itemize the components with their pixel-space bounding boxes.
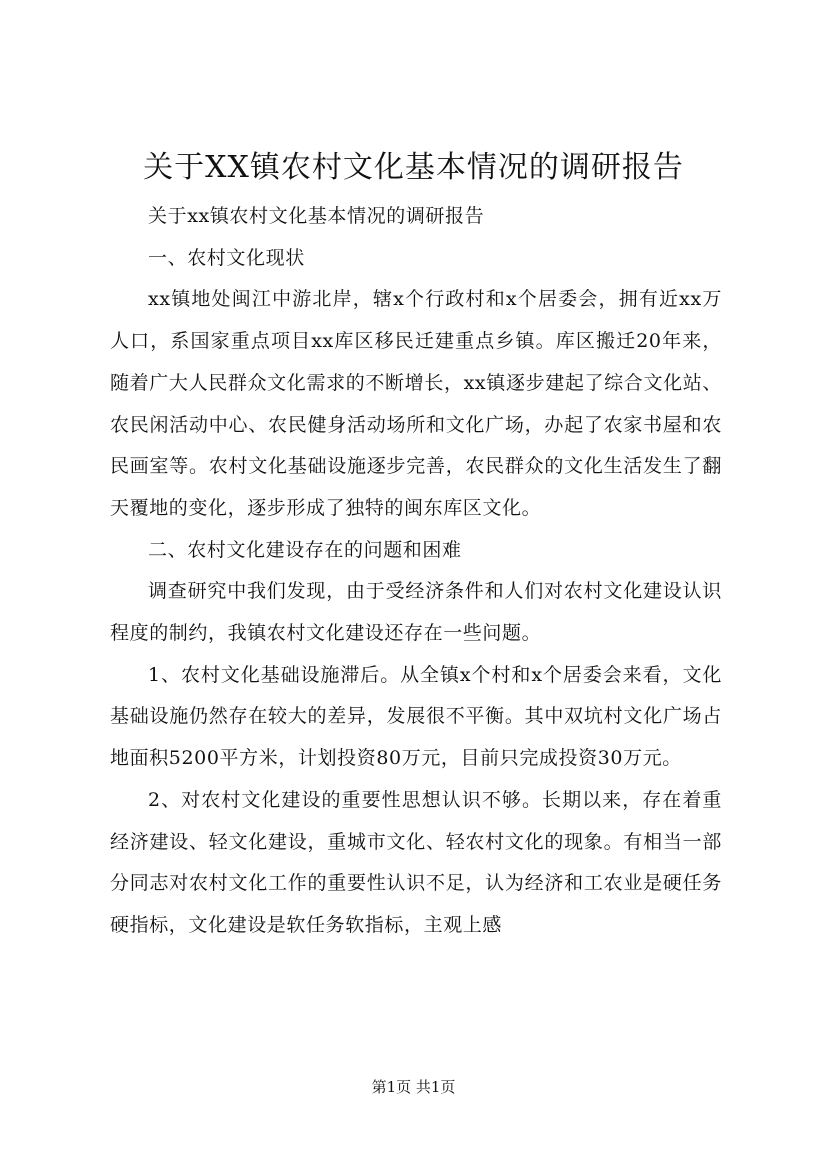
document-title: 关于XX镇农村文化基本情况的调研报告 — [143, 150, 684, 185]
page-footer: 第1页 共1页 — [371, 1078, 456, 1096]
subtitle-paragraph: 关于xx镇农村文化基本情况的调研报告 — [148, 205, 485, 227]
body-paragraph: 调查研究中我们发现，由于受经济条件和人们对农村文化建设认识程度的制约，我镇农村文化建设还存在一些问题。 — [110, 580, 722, 645]
body-paragraph: xx镇地处闽江中游北岸，辖x个行政村和x个居委会，拥有近xx万人口，系国家重点项目xx库区移民迁建重点乡镇。库区搬迁20年来，随着广大人民群众文化需求的不断增长，xx镇逐步建起了综合文化站、农民闲活动中心、农民健身活动场所和文化广场，办起了农家书屋和农民画室等。农村文化基础设施逐步完善，农民群众的文化生活发生了翻天覆地的变化，逐步形成了独特的闽东库区文化。 — [110, 288, 722, 519]
section-heading-2: 二、农村文化建设存在的问题和困难 — [148, 538, 462, 561]
body-paragraph: 1、农村文化基础设施滞后。从全镇x个村和x个居委会来看，文化基础设施仍然存在较大的差异，发展很不平衡。其中双坑村文化广场占地面积5200平方米，计划投资80万元，目前只完成投资30万元。 — [110, 663, 722, 770]
body-paragraph: 2、对农村文化建设的重要性思想认识不够。长期以来，存在着重经济建设、轻文化建设，重城市文化、轻农村文化的现象。有相当一部分同志对农村文化工作的重要性认识不足，认为经济和工农业是硬任务硬指标，文化建设是软任务软指标，主观上感 — [110, 788, 722, 936]
document-body — [110, 196, 722, 947]
section-heading-1: 一、农村文化现状 — [148, 246, 305, 269]
